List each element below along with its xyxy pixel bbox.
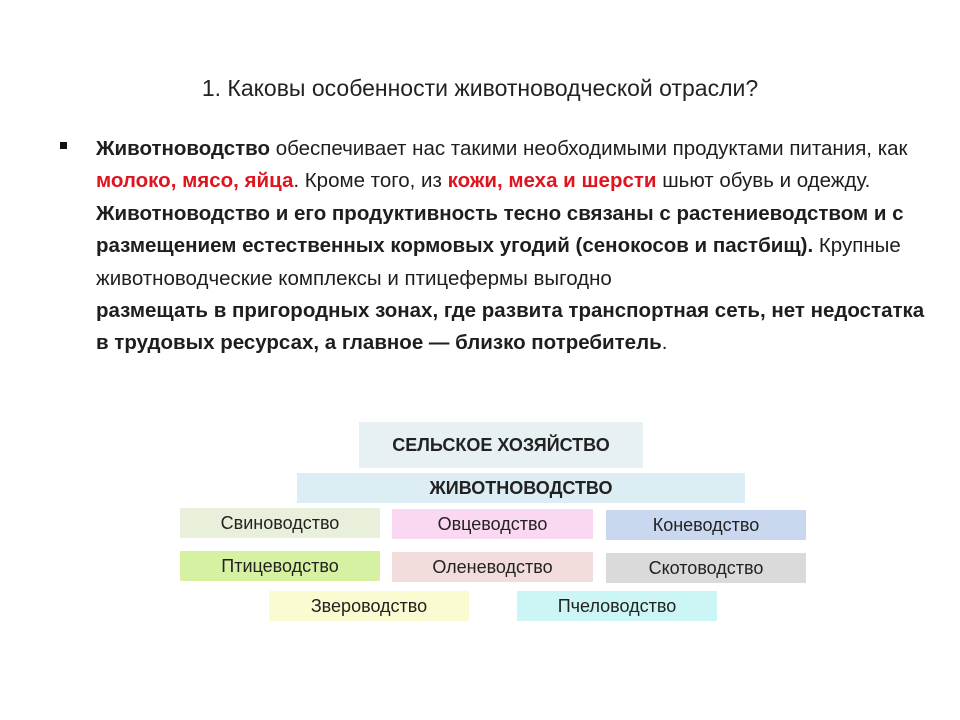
text-span: Крупные животноводческие комплексы и птицефермы выгодно xyxy=(96,234,901,290)
bold-term: Животноводство xyxy=(96,137,271,160)
red-highlight: кожи, меха и шерсти xyxy=(447,169,657,193)
text-span: шьют обувь и одежду. xyxy=(656,169,871,193)
bullet-marker xyxy=(60,140,72,152)
text-span: . xyxy=(661,331,668,355)
diagram-branch-poultry-farming: Птицеводство xyxy=(180,551,380,581)
main-paragraph xyxy=(96,133,926,360)
red-highlight: молоко, мясо, яйца xyxy=(96,169,294,193)
bold-statement: размещать в пригородных зонах, где развита транспортная сеть, нет недостатка в трудовых ресурсах, а главное — близко потребитель xyxy=(96,299,925,355)
text-span: обеспечивает нас такими необходимыми продуктами питания, как xyxy=(270,137,908,160)
diagram-box-agriculture: СЕЛЬСКОЕ ХОЗЯЙСТВО xyxy=(359,422,643,468)
diagram-branch-reindeer-herding: Оленеводство xyxy=(392,552,593,582)
diagram-branch-fur-farming: Звероводство xyxy=(269,591,469,621)
diagram-branch-pig-farming: Свиноводство xyxy=(180,508,380,538)
bold-statement: Животноводство и его продуктивность тесно связаны с растениеводством и с размещением естественных кормовых угодий (сенокосов и пастбищ). xyxy=(96,201,904,258)
diagram-branch-horse-breeding: Коневодство xyxy=(606,510,806,540)
diagram-branch-beekeeping: Пчеловодство xyxy=(517,591,717,621)
slide-title: 1. Каковы особенности животноводческой отрасли? xyxy=(201,75,759,101)
diagram-box-livestock: ЖИВОТНОВОДСТВО xyxy=(297,473,745,503)
text-span: . Кроме того, из xyxy=(293,169,448,193)
diagram-branch-cattle-breeding: Скотоводство xyxy=(606,553,806,583)
diagram-branch-sheep-farming: Овцеводство xyxy=(392,509,593,539)
